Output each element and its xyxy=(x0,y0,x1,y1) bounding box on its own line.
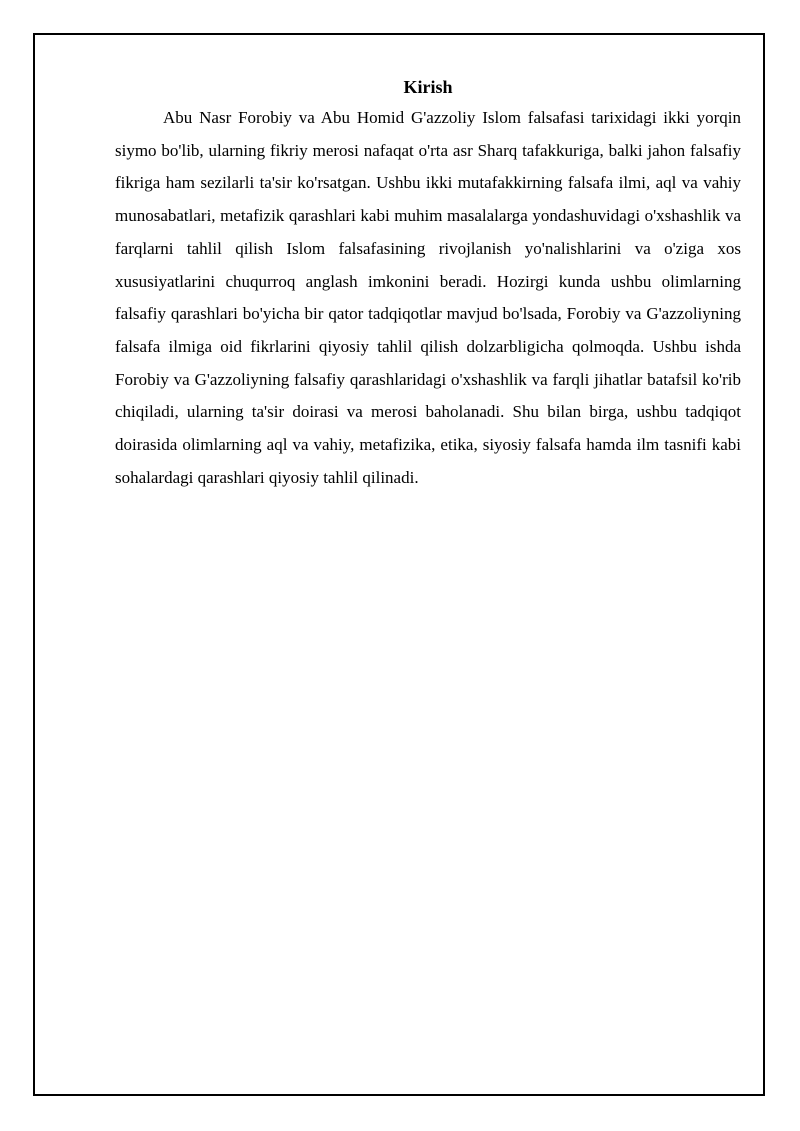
page-content xyxy=(115,72,741,494)
section-title: Kirish xyxy=(403,77,453,97)
body-paragraph: Abu Nasr Forobiy va Abu Homid G'azzoliy Islom falsafasi tarixidagi ikki yorqin siymo bo'lib, ularning fikriy merosi nafaqat o'rta asr Sharq tafakkuriga, balki jahon falsafiy fikriga ham sezilarli ta'sir ko'rsatgan. Ushbu ikki mutafakkirning falsafa ilmi, aql va vahiy munosabatlari, metafizik qarashlari kabi muhim masalalarga yondashuvidagi o'xshashlik va farqlarni tahlil qilish Islom falsafasining rivojlanish yo'nalishlarini va o'ziga xos xususiyatlarini chuqurroq anglash imkonini beradi. Hozirgi kunda ushbu olimlarning falsafiy qarashlari bo'yicha bir qator tadqiqotlar mavjud bo'lsada, Forobiy va G'azzoliyning falsafa ilmiga oid fikrlarini qiyosiy tahlil qilish dolzarbligicha qolmoqda. Ushbu ishda Forobiy va G'azzoliyning falsafiy qarashlaridagi o'xshashlik va farqli jihatlar batafsil ko'rib chiqiladi, ularning ta'sir doirasi va merosi baholanadi. Shu bilan birga, ushbu tadqiqot doirasida olimlarning aql va vahiy, metafizika, etika, siyosiy falsafa hamda ilm tasnifi kabi sohalardagi qarashlari qiyosiy tahlil qilinadi. xyxy=(115,108,741,487)
